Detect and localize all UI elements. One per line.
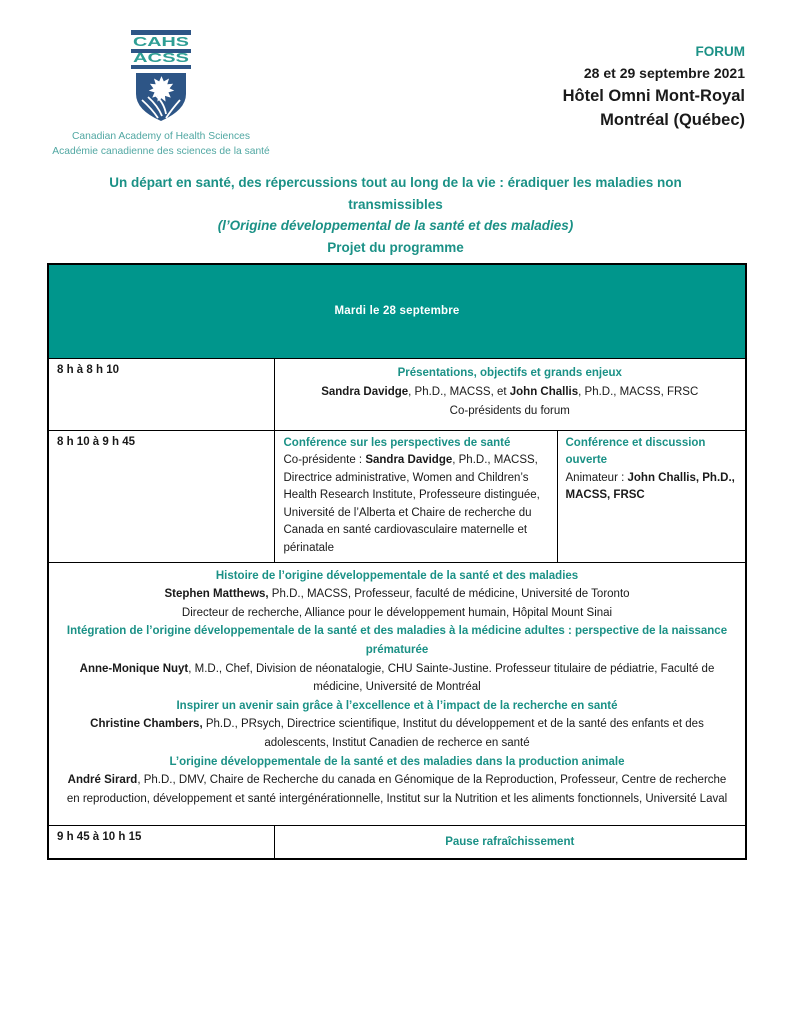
- text-segment: Animateur :: [565, 471, 628, 484]
- program-schedule: [47, 263, 747, 860]
- text-segment: Stephen Matthews,: [164, 588, 269, 601]
- table-row: [48, 562, 746, 825]
- text-segment: Christine Chambers,: [90, 718, 203, 731]
- cahs-logo: [25, 30, 297, 159]
- text-segment: Ph.D., MACSS, Professeur, faculté de médicine, Université de Toronto: [268, 588, 630, 601]
- text-segment: , Ph.D., MACSS, FRSC: [578, 385, 699, 398]
- forum-label: FORUM: [695, 44, 745, 59]
- text-segment: André Sirard: [67, 774, 138, 787]
- table-row: [48, 825, 746, 859]
- text-segment: Présentations, objectifs et grands enjeux: [397, 366, 622, 379]
- session-cell: [48, 562, 746, 825]
- text-line: [566, 435, 738, 470]
- title-line-3: Projet du programme: [327, 239, 464, 255]
- cahs-shield-icon: [119, 30, 203, 122]
- logo-acronym-fr: ACSS: [133, 50, 190, 65]
- text-line: [285, 383, 736, 402]
- text-segment: Directeur de recherche, Alliance pour le développement humain, Hôpital Mount Sinai: [181, 606, 613, 619]
- text-segment: Conférence sur les perspectives de santé: [283, 436, 511, 449]
- text-line: [60, 697, 734, 716]
- document-title: [0, 172, 791, 258]
- text-segment: Co-présidente :: [283, 454, 366, 467]
- text-segment: Sandra Davidge: [365, 454, 453, 467]
- text-line: [60, 604, 734, 623]
- text-segment: Anne-Monique Nuyt: [79, 662, 189, 675]
- text-line: [284, 452, 548, 558]
- text-segment: Pause rafraîchissement: [445, 835, 575, 848]
- text-segment: , Ph.D., MACSS, et: [408, 385, 510, 398]
- text-line: [60, 771, 734, 808]
- event-city: Montréal (Québec): [600, 111, 745, 129]
- text-line: [60, 753, 734, 772]
- text-segment: , Ph.D., MACSS, Directrice administrative, Women and Children’s Health Research Institute, Professeure distinguée, Université de l’Alberta et Chaire de recherche du Canada en santé cardiovasculaire maternelle et périnatale: [283, 454, 540, 555]
- logo-name-en: Canadian Academy of Health Sciences: [71, 131, 250, 142]
- session-cell: [274, 358, 746, 430]
- text-segment: L’origine développementale de la santé et des maladies dans la production animale: [169, 755, 625, 768]
- text-line: [60, 660, 734, 697]
- event-dates: 28 et 29 septembre 2021: [583, 65, 745, 81]
- title-line-2: (l’Origine développemental de la santé et des maladies): [217, 218, 574, 233]
- text-line: [566, 470, 738, 505]
- table-row: [48, 430, 746, 562]
- session-side-cell: [557, 430, 746, 562]
- session-cell: [274, 825, 746, 859]
- text-segment: John Challis, Ph.D., MACSS, FRSC: [565, 471, 735, 502]
- text-line: [60, 567, 734, 586]
- text-line: [60, 715, 734, 752]
- text-segment: Conférence et discussion ouverte: [565, 436, 706, 467]
- text-segment: , M.D., Chef, Division de néonatalogie, CHU Sainte-Justine. Professeur titulaire de pédiatrie, Faculté de médicine, Université de Montréal: [188, 662, 715, 694]
- time-cell: 9 h 45 à 10 h 15: [48, 825, 274, 859]
- session-cell: [274, 430, 557, 562]
- logo-name-fr: Académie canadienne des sciences de la santé: [52, 145, 270, 157]
- time-cell: 8 h 10 à 9 h 45: [48, 430, 274, 562]
- text-segment: Co-présidents du forum: [449, 404, 570, 417]
- text-line: [285, 402, 736, 421]
- day-header-row: [48, 264, 746, 358]
- text-line: [60, 585, 734, 604]
- title-line-1: Un départ en santé, des répercussions tout au long de la vie : éradiquer les maladies non transmissibles: [109, 175, 682, 212]
- text-segment: John Challis: [509, 385, 579, 398]
- text-segment: , Ph.D., DMV, Chaire de Recherche du canada en Génomique de la Reproduction, Professeur, Centre de recherche en reproduction, développement et santé intergénérationnelle, Institut sur la Nutrition et les aliments fonctionnels, Université Laval: [66, 774, 728, 805]
- text-line: [277, 836, 744, 848]
- table-row: [48, 358, 746, 430]
- text-line: [284, 435, 548, 453]
- text-segment: Ph.D., PRsych, Directrice scientifique, Institut du développement et de la santé des enfants et des adolescents, Institut Canadien de recherce en santé: [202, 718, 704, 749]
- logo-acronym-en: CAHS: [133, 34, 190, 49]
- text-segment: Histoire de l’origine développementale de la santé et des maladies: [215, 569, 579, 582]
- day-header: Mardi le 28 septembre: [48, 264, 746, 358]
- event-header: [563, 42, 745, 132]
- text-segment: Intégration de l’origine développementale de la santé et des maladies à la médicine adultes : perspective de la naissance prématurée: [66, 625, 728, 657]
- time-cell: 8 h à 8 h 10: [48, 358, 274, 430]
- text-line: [60, 622, 734, 659]
- event-venue: Hôtel Omni Mont-Royal: [562, 87, 745, 105]
- text-segment: Sandra Davidge: [321, 385, 409, 398]
- text-line: [285, 364, 736, 383]
- schedule-table: [47, 263, 747, 860]
- text-segment: Inspirer un avenir sain grâce à l’excellence et à l’impact de la recherche en santé: [176, 699, 618, 712]
